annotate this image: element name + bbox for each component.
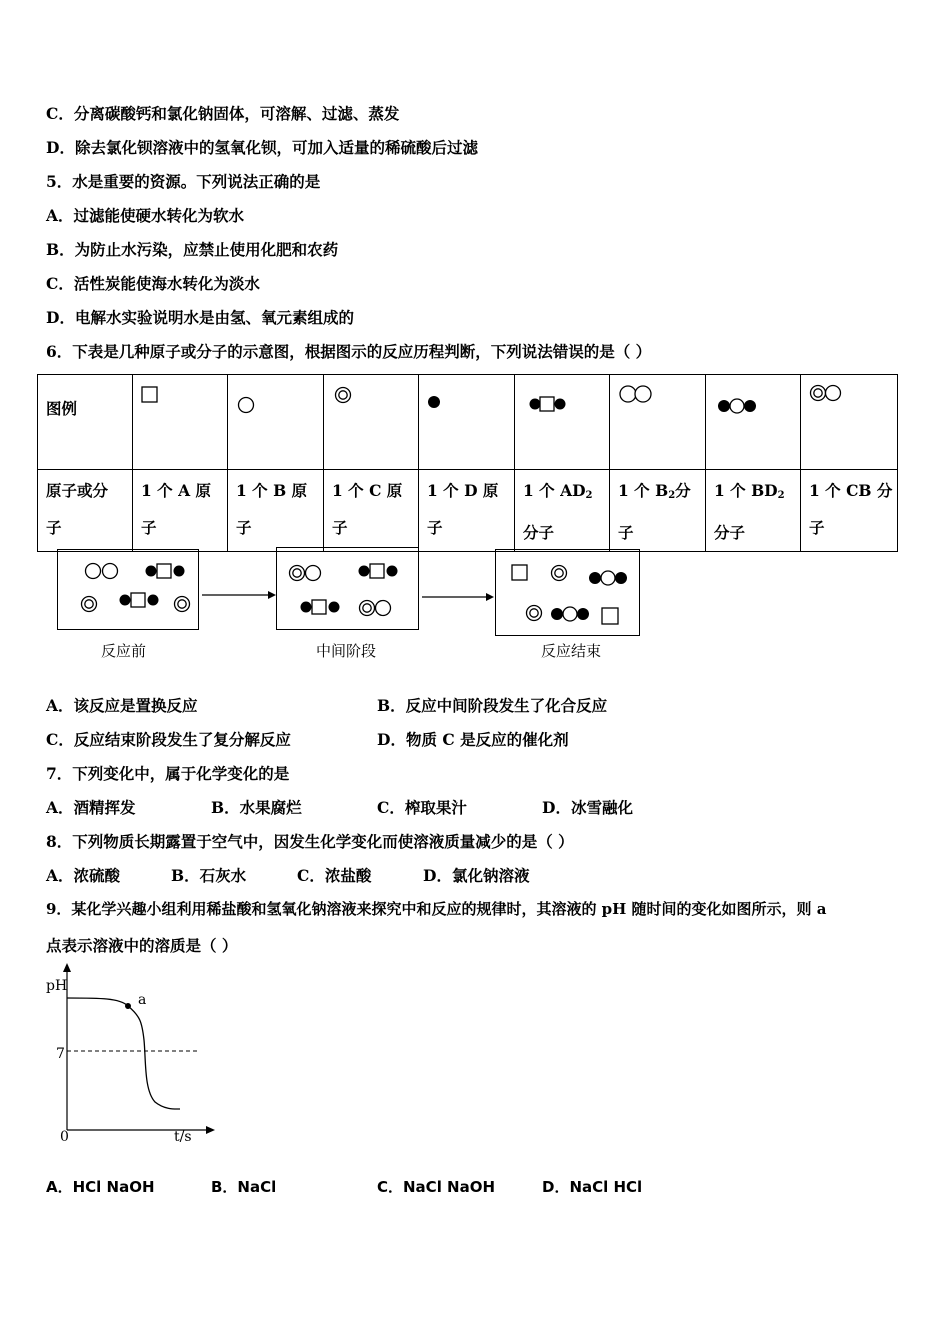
stage-after-particles [496, 550, 641, 637]
stage-before-box [57, 549, 199, 630]
question-8-option-b: B．石灰水 [171, 866, 247, 885]
x-axis-label: t/s [174, 1129, 192, 1145]
double-circle-icon [324, 375, 419, 447]
question-9-option-d: D．NaCl HCl [542, 1178, 643, 1196]
option-d-line: D．除去氯化钡溶液中的氢氧化钡，可加入适量的稀硫酸后过滤 [46, 138, 478, 157]
question-9-option-b: B．NaCl [211, 1178, 277, 1196]
question-5-option-a: A．过滤能使硬水转化为软水 [46, 206, 245, 225]
x-axis-arrow-icon [206, 1126, 215, 1134]
question-9-option-a: A．HCl NaOH [46, 1178, 155, 1196]
legend-bd2-cell [706, 375, 801, 470]
question-7-option-d: D．冰雪融化 [542, 798, 633, 817]
question-7-option-a: A．酒精挥发 [46, 798, 136, 817]
question-9-stem-line2: 点表示溶液中的溶质是（ ） [46, 936, 238, 955]
legend-header-cell: 图例 [38, 375, 133, 470]
stage-middle-particles [277, 548, 420, 631]
stage-middle-label: 中间阶段 [316, 642, 377, 660]
question-6-option-c: C．反应结束阶段发生了复分解反应 [46, 730, 291, 749]
question-5-option-b: B．为防止水污染，应禁止使用化肥和农药 [46, 240, 339, 259]
legend-circle-cell [228, 375, 324, 470]
question-6-option-a: A．该反应是置换反应 [46, 696, 198, 715]
y-axis-label: pH [46, 978, 68, 994]
question-7-stem: 7．下列变化中，属于化学变化的是 [46, 764, 290, 783]
arrow-1-icon [202, 589, 282, 601]
question-5-option-c: C．活性炭能使海水转化为淡水 [46, 274, 260, 293]
ph-curve [67, 998, 180, 1109]
question-8-option-a: A．浓硫酸 [46, 866, 121, 885]
question-8-option-c: C．浓盐酸 [297, 866, 372, 885]
y-axis-arrow-icon [63, 963, 71, 972]
legend-dot-cell [419, 375, 515, 470]
legend-label-a: 1 个 A 原 子 [133, 470, 228, 552]
dot-icon [419, 375, 514, 447]
point-a-dot [125, 1003, 131, 1009]
point-a-label: a [138, 992, 147, 1008]
legend-b2-cell [610, 375, 706, 470]
stage-after-label: 反应结束 [541, 642, 602, 660]
bd2-molecule-icon [706, 375, 801, 447]
question-6-option-b: B．反应中间阶段发生了化合反应 [377, 696, 608, 715]
legend-label-b2: 1 个 $B_2$分 子 [610, 470, 706, 552]
question-7-option-c: C．榨取果汁 [377, 798, 467, 817]
arrow-2-icon [422, 591, 502, 603]
legend-label-cb: 1 个 CB 分 子 [801, 470, 898, 552]
question-8-option-d: D．氯化钠溶液 [423, 866, 530, 885]
legend-label-bd2: 1 个 $BD_2$ 分子 [706, 470, 801, 552]
stage-after-box [495, 549, 640, 636]
legend-label-ad2: 1 个 $AD_2$ 分子 [515, 470, 610, 552]
square-icon [133, 375, 228, 447]
legend-square-cell [133, 375, 228, 470]
ph-7-label: 7 [56, 1046, 65, 1062]
ph-time-graph [40, 960, 230, 1150]
cb-molecule-icon [801, 375, 896, 447]
question-6-stem: 6．下表是几种原子或分子的示意图，根据图示的反应历程判断，下列说法错误的是（ ） [46, 342, 652, 361]
legend-cb-cell [801, 375, 898, 470]
legend-label-c: 1 个 C 原 子 [324, 470, 419, 552]
circle-icon [228, 375, 323, 447]
stage-middle-box [276, 547, 419, 630]
b2-molecule-icon [610, 375, 705, 447]
question-6-option-d: D．物质 C 是反应的催化剂 [377, 730, 569, 749]
legend-row2-header: 原子或分 子 [38, 470, 133, 552]
question-9-option-c: C．NaCl NaOH [377, 1178, 496, 1196]
stage-before-label: 反应前 [101, 642, 147, 660]
question-7-option-b: B．水果腐烂 [211, 798, 302, 817]
legend-double-circle-cell [324, 375, 419, 470]
stage-before-particles [58, 550, 200, 631]
legend-ad2-cell [515, 375, 610, 470]
legend-label-d: 1 个 D 原 子 [419, 470, 515, 552]
legend-label-b: 1 个 B 原 子 [228, 470, 324, 552]
question-5-option-d: D．电解水实验说明水是由氢、氧元素组成的 [46, 308, 354, 327]
legend-table [37, 374, 898, 552]
question-9-stem-line1: 9．某化学兴趣小组利用稀盐酸和氢氧化钠溶液来探究中和反应的规律时，其溶液的 pH 随时间的变化如图所示，则 a [46, 900, 827, 918]
ad2-molecule-icon [515, 375, 610, 447]
option-c-line: C．分离碳酸钙和氯化钠固体，可溶解、过滤、蒸发 [46, 104, 400, 123]
question-8-stem: 8．下列物质长期露置于空气中，因发生化学变化而使溶液质量减少的是（ ） [46, 832, 574, 851]
question-5-stem: 5．水是重要的资源。下列说法正确的是 [46, 172, 321, 191]
origin-label: 0 [60, 1129, 69, 1145]
